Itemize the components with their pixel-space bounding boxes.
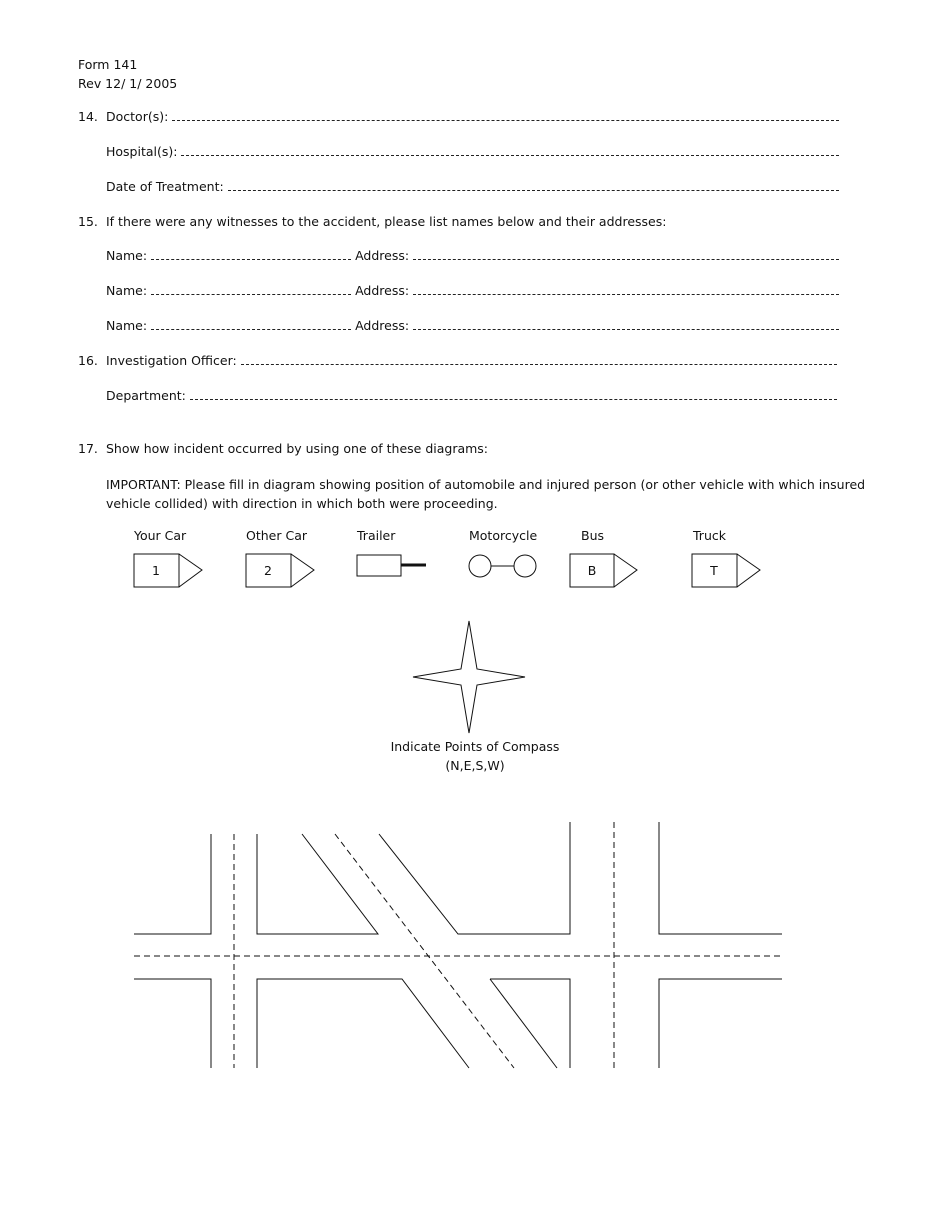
legend-label-motorcycle: Motorcycle (469, 528, 538, 543)
q17-text: Show how incident occurred by using one of these diagrams: (106, 441, 489, 456)
compass-directions: (N,E,S,W) (445, 758, 505, 773)
q17-number: 17. (78, 441, 98, 456)
your-car-icon (134, 554, 202, 587)
trailer-icon (357, 555, 426, 576)
witness-address-label: Address: (355, 283, 410, 298)
your-car-symbol: 1 (152, 563, 160, 578)
witness-name-label: Name: (106, 248, 148, 263)
legend-label-your-car: Your Car (134, 528, 187, 543)
bus-symbol: B (587, 563, 597, 578)
witness-address-label: Address: (355, 248, 410, 263)
q15-number: 15. (78, 214, 98, 229)
bus-icon (570, 554, 637, 587)
department-label: Department: (106, 388, 186, 403)
legend-label-other-car: Other Car (246, 528, 307, 543)
compass-caption (0, 737, 950, 775)
doctor-label: Doctor(s): (106, 109, 169, 124)
q15-text: If there were any witnesses to the accident, please list names below and their addresses: (106, 214, 667, 229)
witness-address-label: Address: (355, 318, 410, 333)
legend-label-trailer: Trailer (357, 528, 396, 543)
treatment-date-label: Date of Treatment: (106, 179, 224, 194)
officer-label: Investigation Officer: (106, 353, 237, 368)
intersection-diagram[interactable] (134, 822, 782, 1068)
form-number: Form 141 (78, 57, 138, 72)
legend-label-bus: Bus (581, 528, 605, 543)
four-point-star-icon[interactable] (413, 621, 525, 733)
important-note: IMPORTANT: Please fill in diagram showing position of automobile and injured person (or other vehicle with which insured vehicle collided) with direction in which both were proceeding. (106, 477, 866, 511)
other-car-icon (246, 554, 314, 587)
legend-label-truck: Truck (693, 528, 726, 543)
truck-icon (692, 554, 760, 587)
motorcycle-icon (469, 555, 536, 577)
compass-caption-text: Indicate Points of Compass (390, 739, 560, 754)
witness-name-label: Name: (106, 283, 148, 298)
q16-number: 16. (78, 353, 98, 368)
other-car-symbol: 2 (264, 563, 272, 578)
q14-number: 14. (78, 109, 98, 124)
witness-name-label: Name: (106, 318, 148, 333)
hospital-label: Hospital(s): (106, 144, 178, 159)
form-revision: Rev 12/ 1/ 2005 (78, 76, 178, 91)
truck-symbol: T (710, 563, 718, 578)
